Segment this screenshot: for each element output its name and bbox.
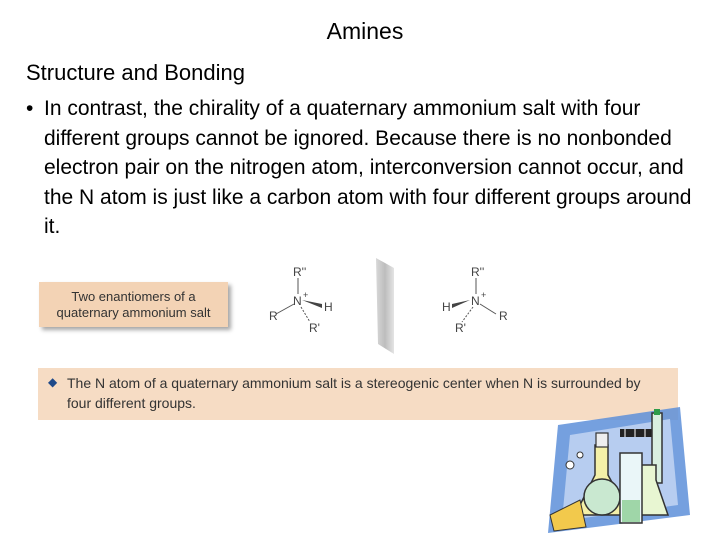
left-nitrogen: N <box>293 294 302 308</box>
right-left-group: H <box>442 300 451 314</box>
left-bottom-group: R' <box>309 321 320 334</box>
enantiomers-label-line1: Two enantiomers of a <box>71 288 196 304</box>
right-bottom-group: R' <box>455 321 466 334</box>
diamond-bullet-icon: ◆ <box>48 375 58 389</box>
left-right-group: H <box>324 300 333 314</box>
right-top-group: R'' <box>471 265 485 279</box>
bullet-paragraph <box>26 94 698 242</box>
enantiomers-label <box>39 282 228 327</box>
stereocenter-note-text: The N atom of a quaternary ammonium salt is a stereogenic center when N is surrounded by four different groups. <box>67 375 641 411</box>
slide-title: Amines <box>326 18 404 44</box>
right-enantiomer <box>438 264 528 334</box>
left-enantiomer <box>260 264 350 334</box>
section-subtitle: Structure and Bonding <box>26 60 245 85</box>
left-charge: + <box>303 290 309 300</box>
bullet-marker: • <box>26 97 34 120</box>
left-top-group: R'' <box>293 265 307 279</box>
enantiomers-label-line2: quaternary ammonium salt <box>56 304 211 320</box>
left-left-group: R <box>269 309 278 323</box>
chemistry-flasks-icon <box>540 405 695 535</box>
right-right-group: R <box>499 309 508 323</box>
mirror-plane <box>376 258 396 354</box>
right-nitrogen: N <box>471 294 480 308</box>
bullet-text: In contrast, the chirality of a quaternary ammonium salt with four different groups cannot be ignored. Because there is no nonbonded electron pair on the nitrogen atom, interconversion cannot occur, and the N atom is just like a carbon atom with four different groups around it. <box>44 97 692 239</box>
right-charge: + <box>481 290 487 300</box>
